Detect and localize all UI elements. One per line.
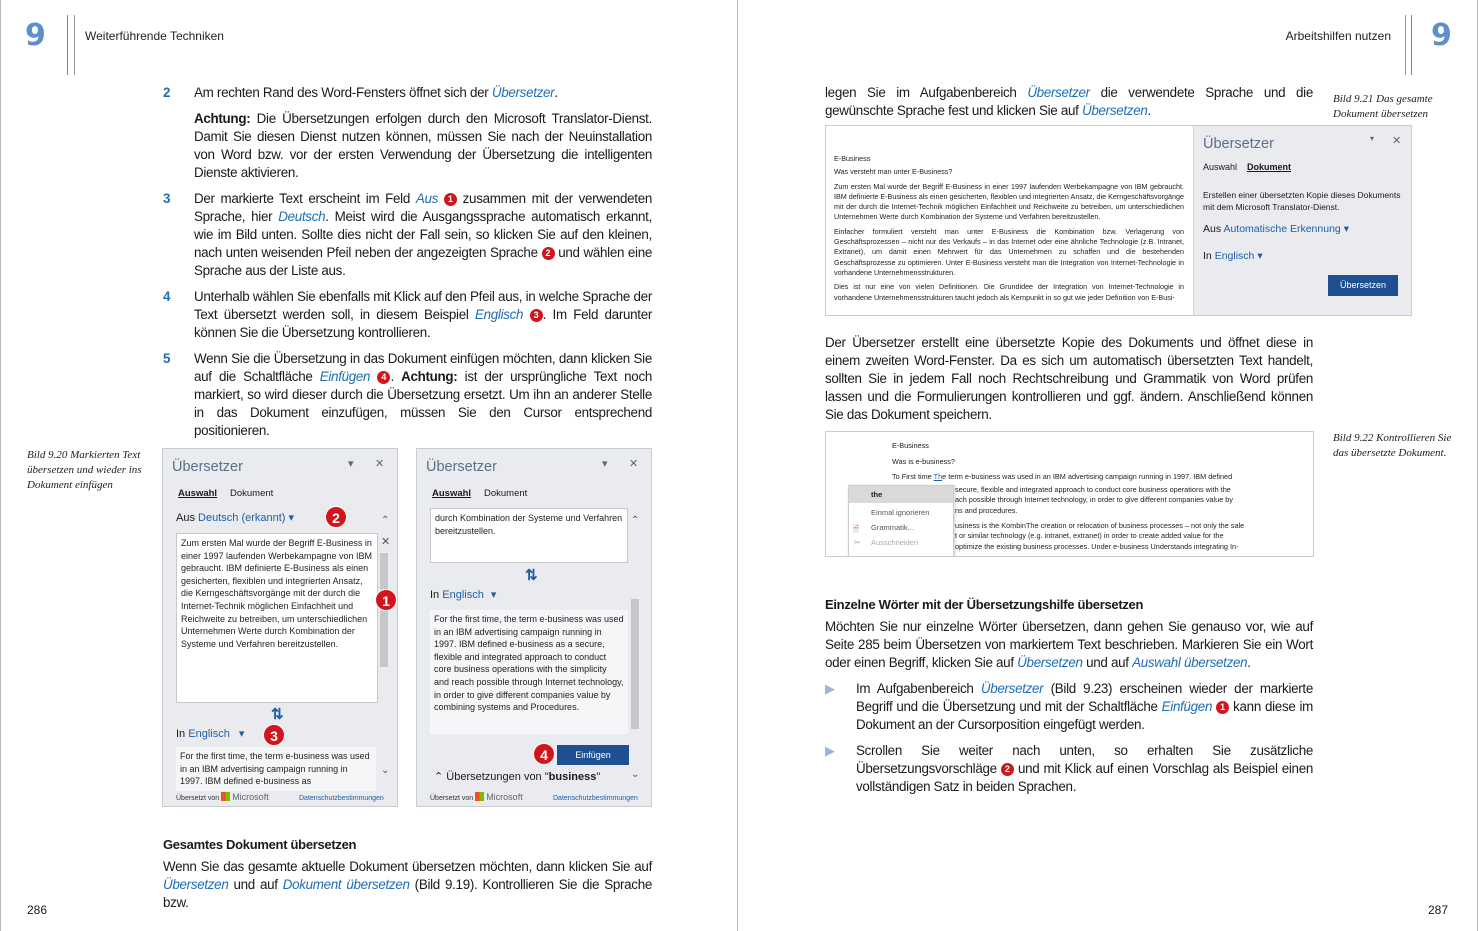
running-header: Arbeitshilfen nutzen bbox=[1285, 29, 1391, 43]
scroll-up-icon[interactable]: ⌃ bbox=[381, 515, 390, 526]
tab-auswahl[interactable]: Auswahl bbox=[432, 488, 472, 499]
doc-line: ns and procedures. bbox=[955, 505, 1018, 515]
step-number: 5 bbox=[163, 351, 171, 366]
figure-document-translate bbox=[825, 125, 1412, 316]
running-header: Weiterführende Techniken bbox=[85, 29, 224, 43]
chevron-down-icon[interactable]: ▾ bbox=[1370, 134, 1375, 143]
ui-term-link: Deutsch bbox=[278, 209, 326, 224]
doc-line bbox=[892, 472, 1277, 483]
panel-title: Übersetzer bbox=[172, 459, 243, 475]
ui-term-link: Dokument übersetzen bbox=[282, 877, 410, 892]
grammar-icon: 🗎 bbox=[853, 524, 860, 533]
step-number: 4 bbox=[163, 289, 171, 304]
bullet-item bbox=[825, 680, 1313, 734]
step-3 bbox=[163, 190, 652, 280]
footer-by: Übersetzt von bbox=[176, 795, 220, 802]
text-run: Unterhalb wählen Sie ebenfalls mit Klick auf den Pfeil aus, in welche Sprache der Text übersetzt werden soll, in diesem Beispiel bbox=[194, 289, 652, 322]
text-run: legen Sie im Aufgabenbereich bbox=[825, 85, 1028, 100]
text-run: zusammen mit der verwendeten Sprache, hier bbox=[194, 191, 652, 224]
text-run: . Meist wird die Ausgangssprache automatisch erkannt, wie im Bild unten. Sollte dies nicht der Fall sein, so klicken Sie auf den kleinen, nach unten weisenden Pfeil neben der angezeigten Sprache bbox=[194, 209, 652, 260]
body-paragraph bbox=[825, 334, 1313, 424]
text-run: . bbox=[1147, 103, 1151, 118]
to-label: In bbox=[1203, 250, 1212, 262]
from-label: Aus bbox=[176, 512, 195, 524]
text-run: Der markierte Text erscheint im Feld bbox=[194, 191, 416, 206]
callout-badge: 2 bbox=[1001, 763, 1014, 776]
text-run: Der Übersetzer erstellt eine übersetzte Kopie des Dokuments und öffnet diese in einem zweiten Word-Fenster. Da es sich um automatisch übersetzten Text handelt, sollten Sie in jedem Fall noch Rechtschreibung und Grammatik von Word prüfen lassen und die Formulierungen kontrollieren und ggf. ändern. Anschließend können Sie das Dokument speichern. bbox=[825, 335, 1313, 422]
microsoft-logo-icon bbox=[221, 792, 230, 801]
to-language-select[interactable] bbox=[1203, 250, 1263, 262]
figure-caption: Bild 9.22 Kontrollieren Sie das übersetzte Dokument. bbox=[1333, 432, 1452, 459]
callout-badge: 2 bbox=[325, 506, 347, 528]
target-text: For the first time, the term e-business was used in an IBM advertising campaign running in 1997. IBM defined e-business as bbox=[180, 751, 370, 787]
callout-badge: 1 bbox=[444, 193, 457, 206]
step-text bbox=[194, 190, 652, 280]
source-text: durch Kombination der Systeme und Verfahren bereitzustellen. bbox=[435, 513, 623, 536]
text-run: Im Aufgabenbereich bbox=[856, 681, 981, 696]
target-text: For the first time, the term e-business was used in an IBM advertising campaign running in 1997. IBM defined e-business as a secure, flexible and integrated approach to conduct core business operations with the simplicity and reach possible through Internet technology, in order to give different companies value by combining systems and Procedures. bbox=[434, 614, 624, 713]
tab-dokument[interactable]: Dokument bbox=[484, 488, 528, 499]
section-heading: Gesamtes Dokument übersetzen bbox=[163, 837, 357, 852]
translator-panel-selection bbox=[162, 448, 398, 807]
more-word: business bbox=[548, 771, 597, 783]
step-text bbox=[194, 84, 652, 102]
step-5 bbox=[163, 350, 652, 440]
step-text bbox=[194, 350, 652, 440]
translate-button[interactable]: Übersetzen bbox=[1328, 275, 1398, 296]
menu-item-cut[interactable] bbox=[849, 535, 953, 550]
scroll-down-icon[interactable]: ⌄ bbox=[381, 765, 390, 776]
scissors-icon: ✂ bbox=[854, 538, 861, 547]
doc-line: ach possible through Internet technology, in order to give different companies value by bbox=[955, 495, 1233, 505]
source-text-field[interactable] bbox=[430, 508, 628, 563]
chapter-number: 9 bbox=[1431, 18, 1452, 53]
to-language: Englisch bbox=[442, 589, 484, 601]
text-run: Wenn Sie das gesamte aktuelle Dokument übersetzen möchten, dann klicken Sie auf bbox=[163, 859, 652, 874]
ui-term-link: Auswahl übersetzen bbox=[1132, 655, 1248, 670]
ui-term-link: Übersetzer bbox=[1027, 85, 1090, 100]
doc-paragraph: Dies ist nur eine von vielen Definitionen. Die Grundidee der Integration von Internet-Technologie in vorhandene Unternehmensstrukturen taucht jedoch als Kernpunkt in so gut wie jeder Definition von E-Busi- bbox=[834, 282, 1184, 302]
microsoft-logo-icon bbox=[475, 792, 484, 801]
ui-term-link: Englisch bbox=[474, 307, 524, 322]
text-run: ist der ursprüngliche Text noch markiert, so wird dieser durch die Übersetzung ersetzt. Um ihn an anderer Stelle in das Dokument einzufügen, müssen Sie den Cursor entsprechend positionieren. bbox=[194, 369, 652, 438]
callout-badge: 1 bbox=[375, 589, 397, 611]
tab-dokument[interactable]: Dokument bbox=[230, 488, 274, 499]
doc-question: Was is e-business? bbox=[892, 456, 955, 466]
chevron-down-icon[interactable]: ▾ bbox=[348, 458, 354, 470]
text-run: (Bild 9.23) erscheinen wieder der markierte Begriff und die Übersetzung und mit der Schaltfläche bbox=[856, 681, 1313, 714]
header-rule bbox=[1405, 15, 1406, 75]
from-language-select[interactable] bbox=[1203, 223, 1349, 235]
dropdown-arrow-icon[interactable]: ▾ bbox=[1257, 250, 1263, 262]
callout-badge: 1 bbox=[1216, 701, 1229, 714]
bullet-text bbox=[856, 680, 1313, 734]
menu-label: Grammatik... bbox=[871, 523, 914, 532]
clear-icon[interactable]: ✕ bbox=[381, 536, 391, 548]
figure-block bbox=[27, 448, 652, 807]
bold-text: Achtung: bbox=[401, 369, 458, 384]
doc-question: Was versteht man unter E-Business? bbox=[834, 167, 953, 177]
doc-title: E-Business bbox=[834, 154, 871, 163]
more-translations-toggle[interactable]: ⌃ Übersetzungen von "business" bbox=[434, 771, 601, 783]
section-heading: Einzelne Wörter mit der Übersetzungshilfe übersetzen bbox=[825, 597, 1144, 612]
body-paragraph bbox=[825, 618, 1313, 672]
from-label: Aus bbox=[1203, 223, 1222, 235]
scroll-up-icon[interactable]: ⌃ bbox=[631, 515, 640, 526]
chapter-number: 9 bbox=[25, 18, 46, 53]
text-run: Scrollen Sie weiter nach unten, so erhalten Sie zusätzliche Übersetzungsvorschläge bbox=[856, 743, 1313, 776]
text-run: Wenn Sie die Übersetzung in das Dokument einfügen möchten, dann klicken Sie auf die Schaltfläche bbox=[194, 351, 652, 384]
footer-attribution bbox=[430, 792, 523, 802]
dropdown-arrow-icon[interactable]: ▾ bbox=[490, 589, 497, 601]
from-language-select[interactable] bbox=[176, 511, 294, 524]
ui-term-link: Übersetzen bbox=[1017, 655, 1083, 670]
text-run bbox=[438, 191, 444, 206]
step-text bbox=[194, 288, 652, 342]
text-run: Möchten Sie nur einzelne Wörter übersetzen, dann gehen Sie genauso vor, wie auf Seite 285 beim Übersetzen von markiertem Text beschrieben. Markieren Sie ein Wort oder einen Begriff, klicken Sie auf bbox=[825, 619, 1313, 670]
tab-dokument[interactable]: Dokument bbox=[1247, 162, 1292, 172]
text-run bbox=[523, 307, 529, 322]
tab-auswahl[interactable]: Auswahl bbox=[1203, 162, 1238, 172]
callout-badge: 3 bbox=[263, 724, 285, 746]
figure-check-document bbox=[825, 431, 1314, 557]
text-run: (Bild 9.19). Kontrollieren Sie die Sprache bzw. bbox=[163, 877, 652, 910]
text-run: und auf bbox=[228, 877, 283, 892]
from-language: Automatische Erkennung bbox=[1223, 223, 1341, 235]
text-run: . bbox=[390, 369, 402, 384]
doc-line: usiness is the KombinThe creation or relocation of business processes – not only the sale bbox=[955, 520, 1245, 530]
close-icon[interactable]: ✕ bbox=[629, 458, 639, 470]
target-text-field bbox=[176, 747, 376, 791]
bullet-item bbox=[825, 742, 1313, 796]
callout-badge: 4 bbox=[533, 743, 555, 765]
callout-badge: 4 bbox=[377, 371, 390, 384]
header-rule bbox=[74, 15, 75, 75]
to-language-select[interactable] bbox=[430, 588, 496, 601]
footer-attribution bbox=[176, 792, 269, 802]
scrollbar[interactable] bbox=[631, 599, 639, 729]
scroll-down-icon[interactable]: ⌄ bbox=[631, 769, 640, 780]
doc-paragraph: Zum ersten Mal wurde der Begriff E-Business in einer 1997 laufenden Werbekampagne von IBM gebraucht. IBM definierte E-Business als einen gesicherten, flexiblen und integrierten Ansatz, die Kerngeschäftsvorgänge mit der durch die Internet-Technik möglichen Einfachheit und Reichweite zu betreiben, um unterschiedlichen Unternehmen Werte durch Kombination der Systeme und Verfahren bereitzustellen. bbox=[834, 181, 1184, 222]
doc-line: secure, flexible and integrated approach to conduct core business operations with the bbox=[955, 484, 1231, 494]
privacy-link[interactable]: Datenschutzbestimmungen bbox=[553, 795, 638, 802]
text-run: und mit Klick auf einen Vorschlag als Beispiel einen vollständigen Satz in beiden Sprachen. bbox=[856, 761, 1313, 794]
text-run bbox=[370, 369, 377, 384]
body-paragraph bbox=[163, 858, 652, 912]
text-run: die verwendete Sprache und die gewünschte Sprache fest und klicken Sie auf bbox=[825, 85, 1313, 118]
ui-term-link: Aus bbox=[415, 191, 439, 206]
doc-paragraph: Einfacher formuliert versteht man unter E-Business die Kombination bzw. Verlagerung von Geschäftsprozessen – nicht nur des Verkaufs – in das Internet oder eine ähnliche Technologie (z.B. Intranet, Extranet), um damit einen Mehrwert für das Unternehmen zu schaffen und die bestehenden Geschäftsprozesse zu optimieren. Unter E-Business versteht man die Integration von Internet-Technologie in vorhandene Unternehmensstrukturen. bbox=[834, 226, 1184, 277]
ui-term-link: Übersetzen bbox=[163, 877, 229, 892]
flagged-word[interactable]: Th bbox=[933, 472, 943, 482]
bullet-triangle-icon: ▶ bbox=[825, 743, 835, 758]
to-language-select[interactable] bbox=[176, 727, 244, 740]
text-run: . bbox=[1247, 655, 1251, 670]
panel-title: Übersetzer bbox=[1203, 136, 1274, 152]
text-run: Die Übersetzungen erfolgen durch den Microsoft Translator-Dienst. Damit Sie diesen Dienst nutzen können, müssen Sie nach der Neuinstallation von Word bzw. vor der ersten Verwendung der Übersetzung die intelligenten Dienste aktivieren. bbox=[194, 111, 652, 180]
page-edge-left bbox=[0, 0, 1, 931]
text-run: kann diese im Dokument an der Cursorposition eingefügt werden. bbox=[856, 699, 1314, 732]
header-rule bbox=[1411, 15, 1412, 75]
translator-panel-insert bbox=[416, 448, 652, 807]
menu-label: Ausschneiden bbox=[871, 538, 919, 547]
step-2 bbox=[163, 84, 652, 182]
ui-term-link: Einfügen bbox=[319, 369, 371, 384]
text-run: . Im Feld darunter können Sie die Übersetzung kontrollieren. bbox=[194, 307, 653, 340]
context-menu bbox=[848, 485, 954, 557]
footer-ms: Microsoft bbox=[486, 792, 523, 802]
to-label: In bbox=[430, 589, 440, 601]
swap-languages-icon[interactable]: ⇅ bbox=[271, 706, 284, 723]
text-run: Am rechten Rand des Word-Fensters öffnet sich der bbox=[194, 85, 492, 100]
bullet-text bbox=[856, 742, 1313, 796]
doc-line: t or similar technology (e.g. intranet, extranet) in order to create added value for the bbox=[955, 531, 1224, 541]
figure-block bbox=[825, 431, 1452, 557]
ui-term-link: Einfügen bbox=[1161, 699, 1213, 714]
bullet-triangle-icon: ▶ bbox=[825, 681, 835, 696]
chevron-down-icon[interactable]: ▾ bbox=[602, 458, 608, 470]
callout-badge: 3 bbox=[530, 309, 543, 322]
menu-item-suggestion[interactable]: the bbox=[849, 486, 953, 503]
header-rule bbox=[67, 15, 68, 75]
dropdown-arrow-icon[interactable]: ▾ bbox=[1343, 223, 1349, 235]
footer-ms: Microsoft bbox=[232, 792, 269, 802]
privacy-link[interactable]: Datenschutzbestimmungen bbox=[299, 795, 384, 802]
page-number: 286 bbox=[27, 903, 48, 917]
to-language: Englisch bbox=[1214, 250, 1255, 262]
close-icon[interactable]: ✕ bbox=[1392, 135, 1402, 147]
doc-line: optimize the existing business processes. Under e-business Understands integrating In- bbox=[955, 541, 1239, 551]
step-4 bbox=[163, 288, 652, 342]
to-label: In bbox=[176, 728, 186, 740]
from-language: Deutsch (erkannt) bbox=[198, 512, 286, 524]
body-paragraph bbox=[825, 84, 1313, 120]
swap-languages-icon[interactable]: ⇅ bbox=[525, 567, 538, 584]
more-label: Übersetzungen von " bbox=[446, 771, 549, 783]
text-run: und wählen eine Sprache aus der Liste aus. bbox=[194, 245, 652, 278]
figure-caption: Bild 9.20 Markierten Text übersetzen und wieder ins Dokument einfügen bbox=[27, 449, 142, 491]
ui-term-link: Übersetzen bbox=[1082, 103, 1148, 118]
page-number: 287 bbox=[1428, 903, 1449, 917]
source-text-field[interactable] bbox=[176, 533, 378, 703]
dropdown-arrow-icon[interactable]: ▾ bbox=[288, 512, 295, 524]
to-language: Englisch bbox=[188, 728, 230, 740]
page-gutter bbox=[737, 0, 738, 931]
ui-term-link: Übersetzer bbox=[491, 85, 555, 100]
close-icon[interactable]: ✕ bbox=[375, 458, 385, 470]
panel-title: Übersetzer bbox=[426, 459, 497, 475]
panel-description: Erstellen einer übersetzten Kopie dieses Dokuments mit dem Microsoft Translator-Dienst. bbox=[1203, 190, 1401, 212]
tab-auswahl[interactable]: Auswahl bbox=[178, 488, 218, 499]
bold-text: Achtung: bbox=[194, 111, 251, 126]
doc-title: E-Business bbox=[892, 441, 929, 450]
document-preview bbox=[834, 154, 1184, 303]
step-number: 3 bbox=[163, 191, 171, 206]
figure-caption: Bild 9.21 Das gesamte Dokument übersetzen bbox=[1333, 93, 1433, 120]
footer-by: Übersetzt von bbox=[430, 795, 474, 802]
more-end: " bbox=[596, 771, 601, 783]
doc-text: To First time bbox=[892, 472, 934, 482]
insert-button[interactable]: Einfügen bbox=[557, 745, 629, 765]
callout-badge: 2 bbox=[542, 247, 555, 260]
text-run: . bbox=[554, 85, 558, 100]
doc-text: e term e-business was used in an IBM advertising campaign running in 1997. IBM defined bbox=[942, 472, 1233, 482]
dropdown-arrow-icon[interactable]: ▾ bbox=[238, 728, 245, 740]
text-run: und auf bbox=[1082, 655, 1133, 670]
target-text-field bbox=[430, 610, 628, 734]
menu-item-grammar[interactable] bbox=[849, 520, 953, 535]
translator-panel-document bbox=[1193, 126, 1412, 316]
source-text: Zum ersten Mal wurde der Begriff E-Business in einer 1997 laufenden Werbekampagne von IBM gebraucht. IBM definierte E-Business als einen gesicherten, flexiblen und integrierten Ansatz, die Kerngeschäftsvorgänge mit der durch die Internet-Technik möglichen Einfachheit und Reichweite zu betreiben, um unterschiedlichen Unternehmen Werte durch Kombination der Systeme und Verfahren bereitzustellen. bbox=[181, 538, 372, 649]
step-number: 2 bbox=[163, 85, 171, 100]
step-note bbox=[194, 110, 652, 182]
ui-term-link: Übersetzer bbox=[980, 681, 1044, 696]
menu-item-ignore[interactable]: Einmal ignorieren bbox=[871, 508, 930, 517]
